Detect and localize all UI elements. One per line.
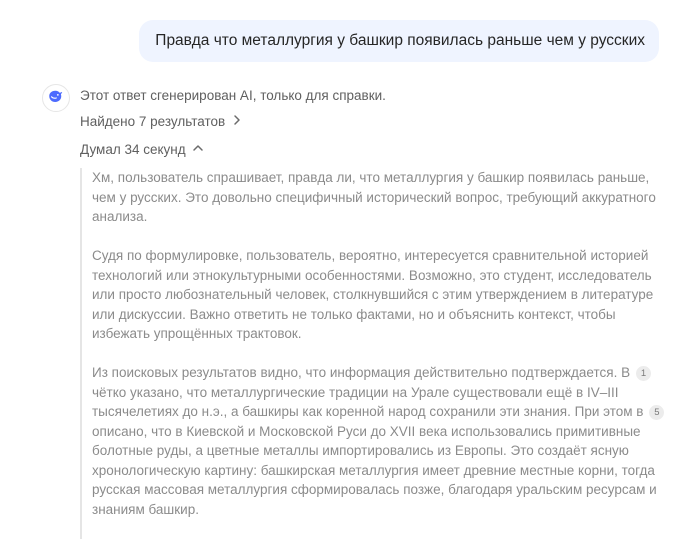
ai-disclaimer: Этот ответ сгенерирован AI, только для справки. xyxy=(80,88,386,103)
search-results-toggle[interactable] xyxy=(80,114,243,129)
results-count-label: Найдено 7 результатов xyxy=(80,114,226,129)
citation-badge[interactable]: 5 xyxy=(649,405,664,420)
thinking-paragraph: Судя по формулировке, пользователь, вероятно, интересуется сравнительной историей технологий или этнокультурными особенностями. Возможно, это студент, исследователь или просто любознательный человек, столкнувшийся с этим утверждением в литературе или дискуссии. Важно ответить не только фактами, но и объяснить контекст, чтобы избежать упрощённых трактовок. xyxy=(92,248,654,341)
thinking-toggle[interactable] xyxy=(80,142,204,157)
deepseek-whale-icon xyxy=(47,87,65,110)
thinking-paragraph: Хм, пользователь спрашивает, правда ли, что металлургия у башкир появилась раньше, чем у русских. Это довольно специфичный исторический вопрос, требующий аккуратного анализа. xyxy=(92,170,656,224)
citation-badge[interactable]: 1 xyxy=(636,366,651,381)
thinking-text: описано, что в Киевской и Московской Руси до XVII века использовались примитивные болотные руды, а цветные металлы импортировались из Европы. Это создаёт ясную хронологическую картину: башкирская металлургия имеет древние местные корни, тогда русская массовая металлургия сформировалась позже, благодаря уральским ресурсам и знаниям башкир. xyxy=(92,423,657,517)
chevron-up-icon xyxy=(192,142,204,157)
thinking-paragraph xyxy=(92,363,672,519)
assistant-avatar xyxy=(42,84,70,112)
user-message-bubble: Правда что металлургия у башкир появилась раньше чем у русских xyxy=(139,20,659,62)
thinking-content xyxy=(80,168,672,539)
thinking-text: чётко указано, что металлургические традиции на Урале существовали ещё в IV–III тысячелетиях до н.э., а башкиры как коренной народ сохранили эти знания. При этом в xyxy=(92,384,644,419)
chevron-right-icon xyxy=(231,114,243,129)
thought-duration-label: Думал 34 секунд xyxy=(80,142,186,157)
thinking-text: Из поисковых результатов видно, что информация действительно подтверждается. В xyxy=(92,365,631,380)
